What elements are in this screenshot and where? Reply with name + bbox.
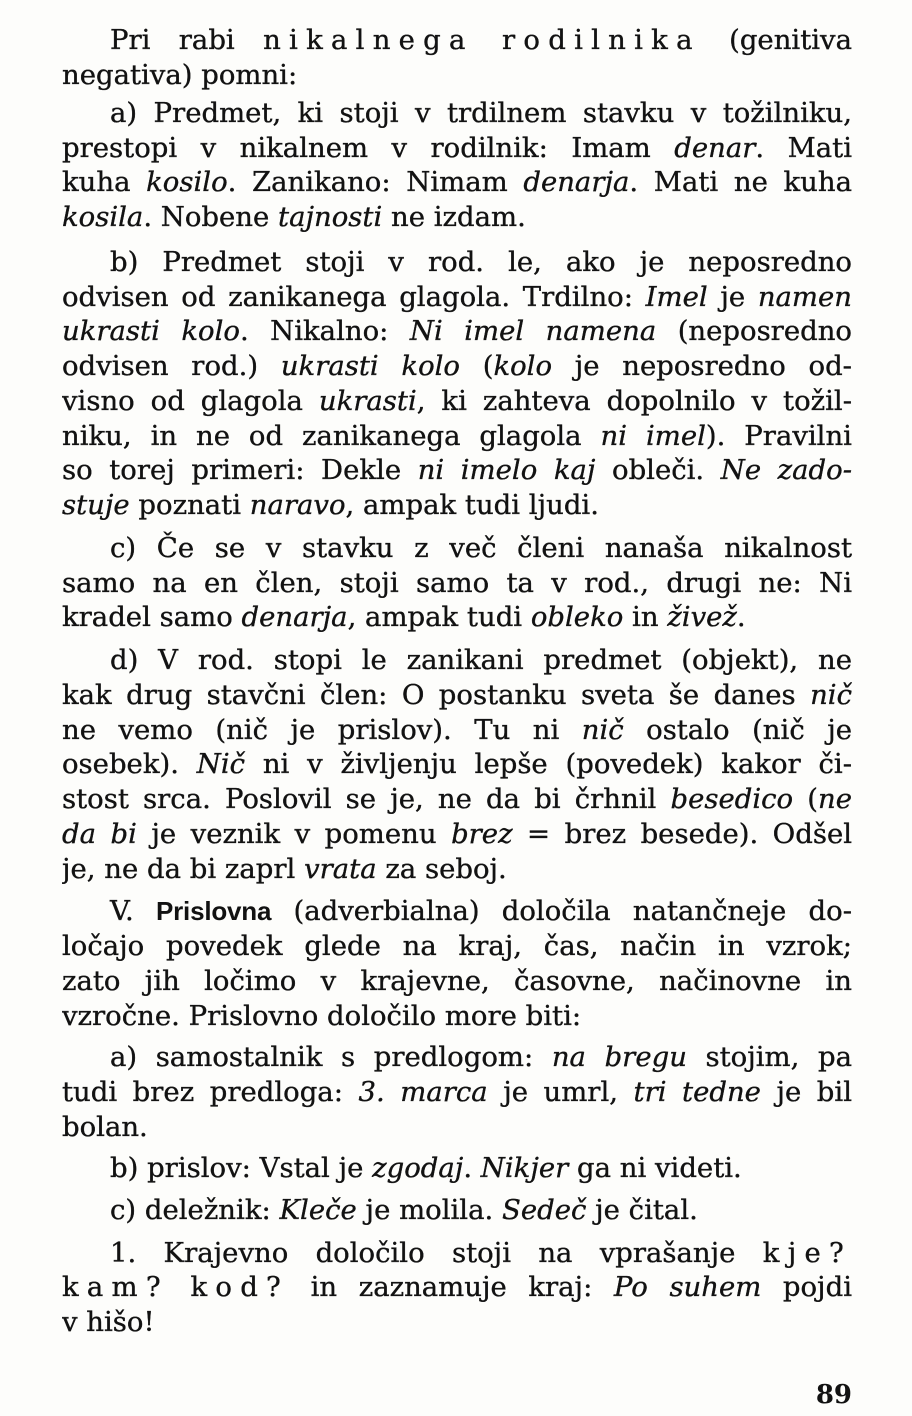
text-line — [62, 1151, 852, 1186]
text-run: je čital. — [586, 1194, 698, 1227]
text-run: ostalo (nič je — [623, 713, 852, 746]
text-run: stojim, pa — [686, 1041, 852, 1074]
text-line — [62, 1305, 852, 1340]
italic-run: obleko — [530, 601, 624, 634]
text-line — [62, 999, 852, 1034]
text-run: ne vemo (nič je prislov). Tu ni — [62, 713, 582, 746]
text-run: kuha — [62, 166, 147, 199]
text-line — [62, 131, 852, 166]
text-line — [62, 200, 852, 235]
italic-run: kolo — [493, 350, 553, 383]
text-run: visno od glagola — [62, 384, 319, 417]
text-run: 1. Krajevno določilo stoji na vprašanje — [110, 1236, 763, 1269]
italic-run: Ne zado- — [720, 454, 852, 487]
italic-run: tri tedne — [633, 1076, 761, 1109]
text-line — [62, 678, 852, 713]
spaced-run: kje? — [762, 1236, 852, 1269]
text-line — [62, 964, 852, 999]
paragraph — [62, 23, 852, 93]
text-line — [62, 488, 852, 523]
italic-run: Po suhem — [613, 1271, 762, 1304]
text-run: je, ne da bi zaprl — [62, 852, 305, 885]
text-run: ). Pravilni — [705, 419, 852, 452]
italic-run: nič — [810, 678, 852, 711]
italic-run: Kleče — [279, 1194, 357, 1227]
italic-run: ukrasti kolo — [62, 315, 240, 348]
text-line — [62, 96, 852, 131]
text-run: samo na en člen, stoji samo ta v rod., drugi ne: Ni — [62, 566, 852, 599]
text-line — [62, 852, 852, 887]
text-run: . Zanikano: Nimam — [227, 166, 524, 199]
italic-run: da bi — [62, 817, 137, 850]
paragraph — [62, 643, 852, 886]
italic-run: brez — [451, 817, 513, 850]
text-line — [62, 817, 852, 852]
spaced-run: kod? — [190, 1271, 290, 1304]
italic-run: Ni imel namena — [409, 315, 657, 348]
text-run: (adverbialna) določila natančneje do- — [271, 895, 852, 928]
text-run: ne izdam. — [382, 201, 526, 234]
text-run: niku, in ne od zanikanega glagola — [62, 419, 601, 452]
text-run: je — [707, 280, 758, 313]
text-run — [474, 24, 502, 56]
text-run: . Mati — [755, 131, 852, 164]
text-run: in — [623, 601, 668, 634]
text-run: (genitiva — [700, 24, 852, 56]
text-run: negativa) pomni: — [62, 58, 298, 91]
paragraph — [62, 1151, 852, 1186]
page-number: 89 — [815, 1380, 852, 1410]
paragraph — [62, 96, 852, 235]
italic-run: ni imel — [600, 419, 706, 452]
text-run: vzročne. Prislovno določilo more biti: — [62, 999, 582, 1032]
text-run: V. — [110, 895, 156, 928]
paragraph — [62, 1193, 852, 1228]
text-run: prestopi v nikalnem v rodilnik: Imam — [62, 131, 675, 164]
text-run: je bil — [760, 1076, 852, 1109]
text-run: odvisen od zanikanega glagola. Trdilno: — [62, 280, 646, 313]
text-run: . Nobene — [143, 201, 279, 234]
text-run: , ampak tudi ljudi. — [345, 489, 599, 522]
text-run: osebek). — [62, 748, 197, 781]
italic-run: kosila — [62, 201, 144, 234]
text-run: kradel samo — [62, 601, 242, 634]
italic-run: ukrasti kolo — [280, 350, 460, 383]
italic-run: Sedeč — [501, 1194, 587, 1227]
text-line — [62, 531, 852, 566]
italic-run: 3. marca — [358, 1076, 488, 1109]
text-run: c) deležnik: — [110, 1194, 280, 1227]
italic-run: naravo — [249, 489, 346, 522]
text-line — [62, 23, 852, 58]
italic-run: tajnosti — [278, 201, 383, 234]
text-run — [169, 1271, 191, 1303]
italic-run: stuje — [62, 489, 130, 522]
paragraph — [62, 245, 852, 523]
italic-run: namen — [757, 280, 852, 313]
text-line — [62, 1270, 852, 1305]
text-run: in zaznamuje kraj: — [289, 1271, 614, 1304]
text-line — [62, 349, 852, 384]
italic-run: denar — [674, 131, 756, 164]
text-run: obleči. — [595, 454, 721, 487]
text-line — [62, 600, 852, 635]
text-line — [62, 280, 852, 315]
text-run: b) prislov: Vstal je — [110, 1151, 373, 1184]
text-line — [62, 929, 852, 964]
italic-run: kosilo — [146, 166, 228, 199]
text-line — [62, 419, 852, 454]
text-run: tudi brez predloga: — [62, 1076, 359, 1109]
text-run: . Mati ne kuha — [629, 166, 852, 199]
text-run: za seboj. — [376, 852, 507, 885]
text-line — [62, 894, 852, 929]
text-run: je umrl, — [487, 1076, 634, 1109]
text-line — [62, 58, 852, 93]
text-line — [62, 782, 852, 817]
text-run: ga ni videti. — [568, 1151, 742, 1184]
text-run: bolan. — [62, 1110, 148, 1143]
text-run: = brez besede). Odšel — [512, 817, 852, 850]
text-line — [62, 384, 852, 419]
text-run: ni v življenju lepše (povedek) kakor či- — [245, 748, 852, 781]
italic-run: nič — [581, 713, 624, 746]
text-line — [62, 1075, 852, 1110]
text-run: kak drug stavčni člen: O postanku sveta še danes — [62, 678, 811, 711]
spaced-run: nikalnega — [263, 24, 474, 56]
italic-run: vrata — [304, 852, 377, 885]
text-run: . — [463, 1151, 481, 1184]
text-run: Pri rabi — [110, 24, 264, 56]
text-run: zato jih ločimo v krajevne, časovne, načinovne in — [62, 964, 852, 997]
text-line — [62, 1110, 852, 1145]
text-run: . — [736, 601, 746, 634]
text-run: b) Predmet stoji v rod. le, ako je neposredno — [110, 245, 852, 278]
text-run: ločajo povedek glede na kraj, čas, način in vzrok; — [62, 930, 852, 963]
bold-run: Prislovna — [156, 896, 272, 927]
text-line — [62, 713, 852, 748]
text-run: odvisen rod.) — [62, 350, 281, 383]
italic-run: Nikjer — [480, 1151, 569, 1184]
italic-run: denarja — [241, 601, 348, 634]
paragraph — [62, 1236, 852, 1340]
text-run: v hišo! — [62, 1306, 155, 1339]
italic-run: besedico — [670, 783, 794, 816]
paragraph — [62, 894, 852, 1033]
text-run: . Nikalno: — [239, 315, 410, 348]
text-line — [62, 747, 852, 782]
italic-run: na bregu — [551, 1041, 687, 1074]
text-run: , ki zahteva dopolnilo v tožil- — [416, 384, 852, 417]
text-run: d) V rod. stopi le zanikani predmet (objekt), ne — [110, 644, 852, 677]
text-line — [62, 643, 852, 678]
text-run: je molila. — [356, 1194, 502, 1227]
text-run: a) Predmet, ki stoji v trdilnem stavku v tožilniku, — [110, 96, 852, 129]
text-run: , ampak tudi — [347, 601, 531, 634]
text-line — [62, 1193, 852, 1228]
text-line — [62, 314, 852, 349]
text-run: a) samostalnik s predlogom: — [110, 1041, 552, 1074]
text-run: ( — [459, 350, 494, 383]
text-run: stost srca. Poslovil se je, ne da bi črhnil — [62, 783, 671, 816]
italic-run: živež — [667, 601, 737, 634]
italic-run: Imel — [645, 280, 708, 313]
text-run: poznati — [129, 489, 250, 522]
paragraph — [62, 531, 852, 635]
text-line — [62, 453, 852, 488]
paragraph — [62, 1040, 852, 1144]
page-text-body — [62, 23, 852, 1340]
text-line — [62, 1040, 852, 1075]
spaced-run: kam? — [62, 1271, 169, 1304]
text-run: (neposredno — [656, 315, 852, 348]
italic-run: ukrasti — [318, 384, 417, 417]
text-run: je neposredno od- — [552, 350, 852, 383]
text-run: pojdi — [761, 1271, 852, 1304]
italic-run: denarja — [523, 166, 630, 199]
italic-run: zgodaj — [372, 1151, 464, 1184]
text-run: je veznik v pomenu — [136, 817, 452, 850]
italic-run: ne — [818, 783, 852, 816]
text-line — [62, 566, 852, 601]
text-line — [62, 1236, 852, 1271]
text-line — [62, 245, 852, 280]
text-run: ( — [793, 783, 818, 816]
text-run: c) Če se v stavku z več členi nanaša nikalnost — [110, 531, 852, 564]
spaced-run: rodilnika — [502, 24, 701, 56]
italic-run: Nič — [196, 748, 246, 781]
text-run: so torej primeri: Dekle — [62, 454, 418, 487]
italic-run: ni imelo kaj — [417, 454, 596, 487]
text-line — [62, 165, 852, 200]
